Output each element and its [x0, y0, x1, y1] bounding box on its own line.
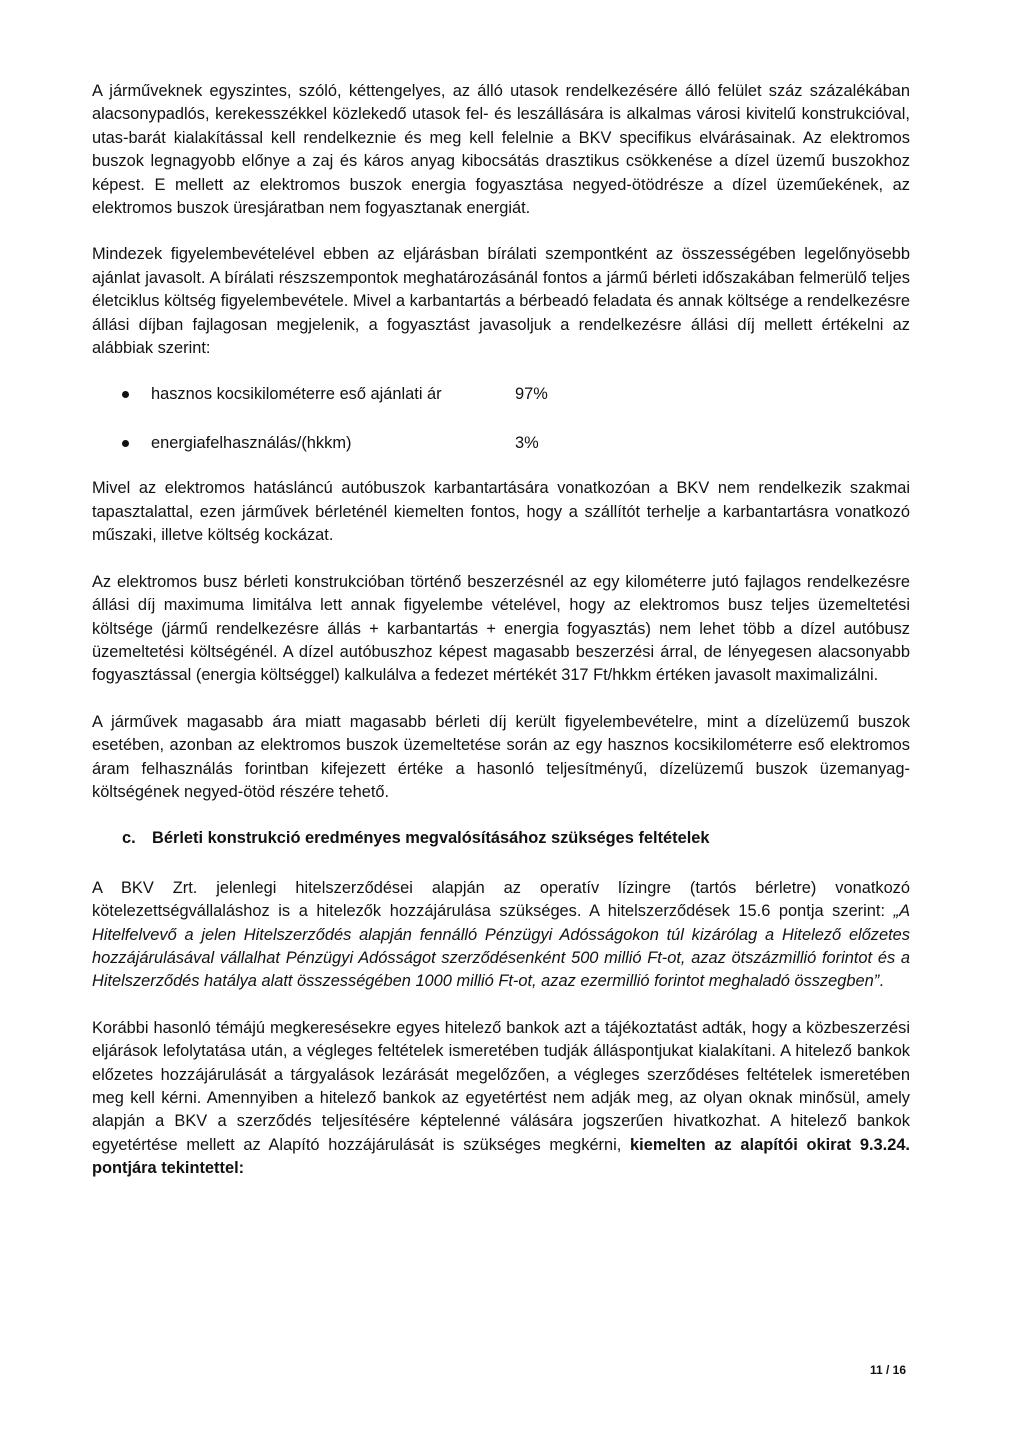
criteria-label: hasznos kocsikilométerre eső ajánlati ár	[151, 385, 442, 404]
section-title: Bérleti konstrukció eredményes megvalósításához szükséges feltételek	[152, 829, 710, 848]
bullet-icon	[122, 440, 129, 447]
document-page	[92, 80, 910, 1204]
criteria-item	[92, 383, 910, 406]
paragraph-evaluation-criteria: Mindezek figyelembevételével ebben az eljárásban bírálati szempontként az összességében legelőnyösebb ajánlat javasolt. A bírálati részszempontok meghatározásánál fontos a jármű bérleti időszakában felmerülő teljes életciklus költség figyelembevétele. Mivel a karbantartás a bérbeadó feladata és annak költsége a rendelkezésre állási díjban fajlagosan megjelenik, a fogyasztást javasoljuk a rendelkezésre állási díj mellett értékelni az alábbiak szerint:	[92, 245, 910, 358]
loan-text: A BKV Zrt. jelenlegi hitelszerződései alapján az operatív lízingre (tartós bérletre) vonatkozó kötelezettségvállaláshoz is a hitelezők hozzájárulása szükséges. A hitelszerződések 15.6 pontja szerint:	[92, 878, 910, 921]
bullet-icon	[122, 391, 129, 398]
paragraph-vehicle-requirements: A járműveknek egyszintes, szóló, kéttengelyes, az álló utasok rendelkezésére álló felület száz százalékában alacsonypadlós, kerekesszékkel közlekedő utasok fel- és leszállására is alkalmas városi kivitelű konstrukcióval, utas-barát kialakítással kell rendelkeznie és meg kell felelnie a BKV specifikus elvárásainak. Az elektromos buszok legnagyobb előnye a zaj és káros anyag kibocsátás drasztikus csökkenése a dízel üzemű buszokhoz képest. E mellett az elektromos buszok energia fogyasztása negyed-ötödrésze a dízel üzeműekének, az elektromos buszok üresjáratban nem fogyasztanak energiát.	[92, 82, 910, 218]
paragraph-rental-cost: A járművek magasabb ára miatt magasabb bérleti díj került figyelembevételre, mint a dízelüzemű buszok esetében, azonban az elektromos buszok üzemeltetése során az egy hasznos kocsikilométerre eső elektromos áram felhasználás forintban kifejezett értéke a hasonló teljesítményű, dízelüzemű buszok üzemanyag-költségének negyed-ötöd részére tehető.	[92, 712, 910, 801]
paragraph-loan-agreements	[92, 877, 910, 994]
consent-text: Korábbi hasonló témájú megkeresésekre egyes hitelező bankok azt a tájékoztatást adták, hogy a közbeszerzési eljárások lefolytatása után, a végleges feltételek ismeretében tudják álláspontjukat kialakítani. A hitelező bankok előzetes hozzájárulását a tárgyalások lezárását megelőzően, a végleges szerződéses feltételek ismeretében meg kell kérni. Amennyiben a hitelező bankok az egyetértést nem adják meg, az olyan oknak minősül, amely alapján a BKV a szerződés teljesítésére képtelenné válására jogszerűen hivatkozhat. A hitelező bankok egyetértése mellett az Alapító hozzájárulását is szükséges megkérni,	[92, 1018, 910, 1154]
paragraph-fee-limit: Az elektromos busz bérleti konstrukcióban történő beszerzésnél az egy kilométerre jutó fajlagos rendelkezésre állási díj maximuma limitálva lett annak figyelembe vételével, hogy az elektromos busz teljes üzemeltetési költsége (jármű rendelkezésre állás + karbantartás + energia fogyasztás) nem lehet több a dízel autóbusz üzemeltetési költségénél. A dízel autóbuszhoz képest magasabb beszerzési árral, de lényegesen alacsonyabb fogyasztással (energia költséggel) kalkulálva a fedezet mértékét 317 Ft/hkkm értéken javasolt maximalizálni.	[92, 572, 910, 685]
section-marker: c.	[122, 829, 136, 848]
criteria-weight: 97%	[515, 385, 548, 404]
criteria-list	[92, 383, 910, 455]
criteria-weight: 3%	[515, 434, 539, 453]
consent-emphasis: kiemelten az alapítói okirat 9.3.24. pontjára tekintettel:	[92, 1135, 910, 1178]
paragraph-maintenance-risk: Mivel az elektromos hatásláncú autóbuszok karbantartására vonatkozóan a BKV nem rendelkezik szakmai tapasztalattal, ezen járművek bérleténél kiemelten fontos, hogy a szállítót terhelje a karbantartásra vonatkozó műszaki, illetve költség kockázat.	[92, 479, 910, 545]
criteria-item	[92, 432, 910, 455]
loan-quote: „A Hitelfelvevő a jelen Hitelszerződés alapján fennálló Pénzügyi Adósságokon túl kizárólag a Hitelező előzetes hozzájárulásával vállalhat Pénzügyi Adósságot szerződésenként 500 millió Ft-ot, azaz ötszázmillió forintot és a Hitelszerződés hatálya alatt összességében 1000 millió Ft-ot, azaz ezermillió forintot meghaladó összegben”	[92, 902, 910, 991]
section-heading	[92, 827, 910, 850]
criteria-label: energiafelhasználás/(hkkm)	[151, 434, 352, 453]
paragraph-bank-consent	[92, 1017, 910, 1181]
page-number: 11 / 16	[869, 1363, 906, 1377]
loan-text-end: .	[879, 972, 884, 991]
